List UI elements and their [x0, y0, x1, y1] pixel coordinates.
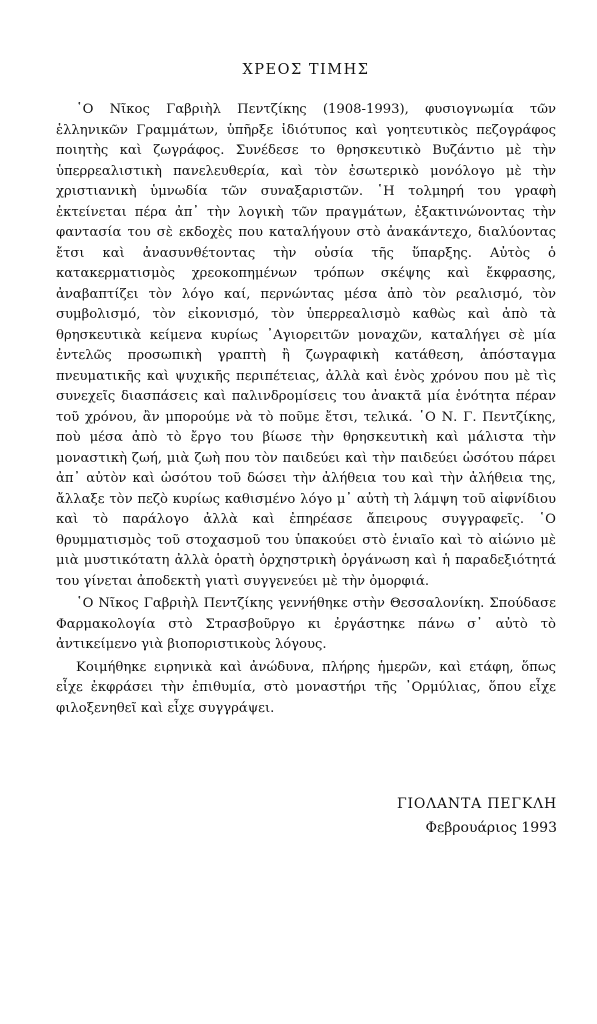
- document-page: [56, 62, 556, 719]
- paragraph-biography: ῾Ο Νῖκος Γαβριὴλ Πεντζίκης (1908-1993), φυσιογνωμία τῶν ἑλληνικῶν Γραμμάτων, ὑπῆρξε ἰδιότυπος καὶ γοητευτικὸς πεζογράφος ποιητὴς καὶ ζωγράφος. Συνέδεσε το θρησκευτικὸ Βυζάντιο μὲ τὴν ὑπερρεαλιστικὴ πανελευθερία, καὶ τὸν ἐσωτερικὸ μονόλογο μὲ τὴν χριστιανικὴ ὑμνωδία τῶν συναξαριστῶν. ῾Η τολμηρή του γραφὴ ἐκτείνεται πέρα ἀπ᾽ τὴν λογικὴ τῶν πραγμάτων, ἐξακτινώνοντας τὴν φαντασία του σὲ εκδοχὲς που καταλήγουν στὸ ἀνακάντεχο, διαλύοντας ἔτσι καὶ ἀνασυνθέτοντας τὴν οὐσία τῆς ὕπαρξης. Αὐτὸς ὁ κατακερματισμὸς χρεοκοπημένων τρόπων σκέψης καὶ ἔκφρασης, ἀναβαπτίζει τὸν λόγο καί, περνώντας μέσα ἀπὸ τὸν ρεαλισμό, τὸν συμβολισμό, τὸν εἰκονισμό, τὸν ὑπερρεαλισμὸ καθὼς καὶ ἀπὸ τὰ θρησκευτικὰ κείμενα κυρίως ᾽Αγιορειτῶν μοναχῶν, καταλήγει σὲ μία ἐντελῶς προσωπικὴ γραπτὴ ἢ ζωγραφικὴ κατάθεση, ἀπόσταγμα πνευματικῆς καὶ ψυχικῆς περιπέτειας, ἀλλὰ καὶ ἑνὸς χρόνου που μὲ τὶς συνεχεῖς διασπάσεις καὶ παλινδρομίσεις του ἀνακτᾶ μία ἑνότητα πέραν τοῦ χρόνου, ἂν μπορούμε νὰ τὸ ποῦμε ἔτσι, τελικά. ῾Ο Ν. Γ. Πεντζίκης, ποὺ μέσα ἀπὸ τὸ ἔργο του βίωσε τὴν θρησκευτικὴ καὶ μάλιστα τὴν μοναστικὴ ζωή, μιὰ ζωὴ που τὸν παιδεύει καὶ τὴν παιδεύει ὡσότου πάρει ἀπ᾽ αὐτὸν καὶ ὡσότου τοῦ δώσει τὴν ἀλήθεια του καὶ τὴν ἀλήθεια της, ἄλλαξε τὸν πεζὸ κυρίως καθισμένο λόγο μ᾽ αὐτὴ τὴ λάμψη τοῦ αἰφνίδιου καὶ τὸ παράλογο ἀλλὰ καὶ ἐπηρέασε ἄπειρους συγγραφεῖς. ῾Ο θρυμματισμὸς τοῦ στοχασμοῦ του ὑπακούει στὸ ἑνιαῖο καὶ τὸ αἰώνιο μὲ μιὰ μυστικότατη ἀλλὰ ὁρατὴ ὀρχηστρικὴ ὀργάνωση καὶ ἡ παραδεξιότητά του γίνεται ἀποδεκτὴ γιατὶ συγγενεύει μὲ τὴν ὀμορφιά.: [56, 102, 556, 589]
- signature-block: [397, 792, 557, 840]
- paragraph-education: ῾Ο Νῖκος Γαβριὴλ Πεντζίκης γεννήθηκε στὴν Θεσσαλονίκη. Σπούδασε Φαρμακολογία στὸ Στρασβοῦργο κι ἐργάστηκε πάνω σ᾽ αὐτὸ τὸ ἀντικείμενο γιὰ βιοποριστικοὺς λόγους.: [56, 596, 556, 652]
- paragraph-death: Κοιμήθηκε ειρηνικὰ καὶ ἀνώδυνα, πλήρης ἡμερῶν, καὶ ετάφη, ὅπως εἶχε ἐκφράσει τὴν ἐπιθυμία, στὸ μοναστήρι τῆς ᾽Ορμύλιας, ὅπου εἶχε φιλοξενηθεῖ καὶ εἶχε συγγράψει.: [56, 659, 556, 716]
- document-title: ΧΡΕΟΣ ΤΙΜΗΣ: [242, 62, 370, 78]
- signature-name: ΓΙΟΛΑΝΤΑ ΠΕΓΚΛΗ: [396, 796, 557, 812]
- signature-date: Φεβρουάριος 1993: [425, 820, 557, 836]
